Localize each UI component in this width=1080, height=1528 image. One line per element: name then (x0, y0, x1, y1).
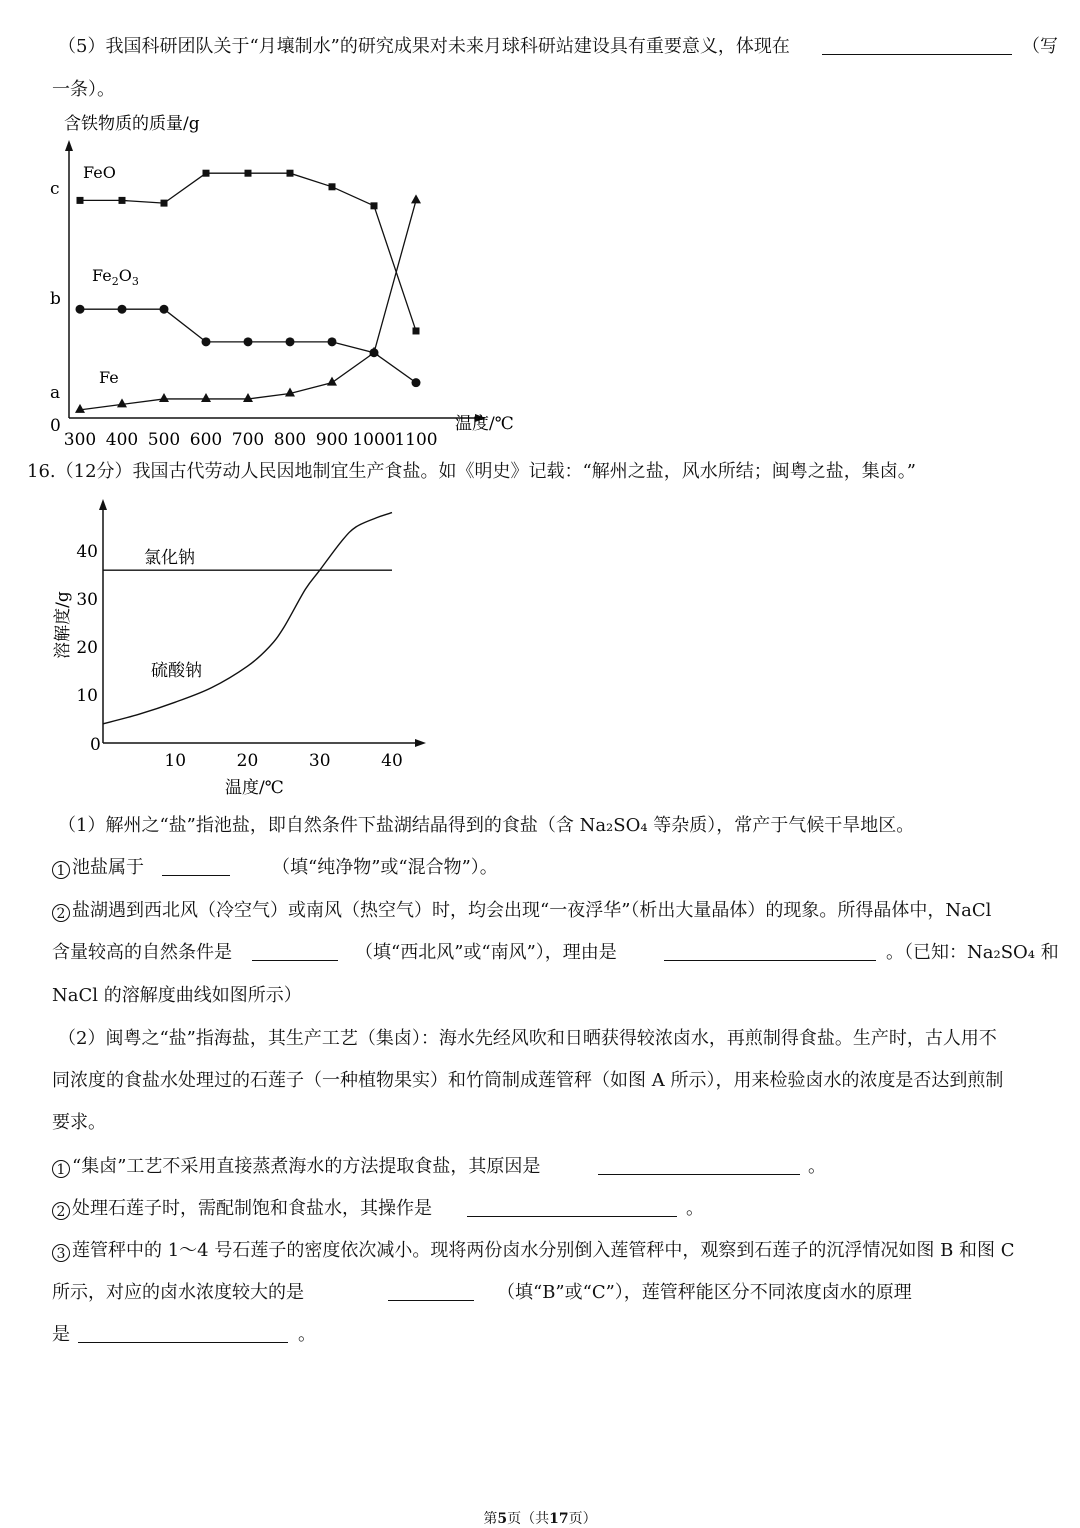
q15-5-text (58, 36, 790, 58)
chart1-point-circle (202, 337, 211, 346)
chart1-label-feo: FeO (83, 163, 116, 182)
chart2-label-na2so4: 硫酸钠 (151, 661, 202, 681)
chart1-xtick: 1100 (394, 430, 438, 450)
p2-q1 (52, 1156, 540, 1178)
chart2-ytick: 40 (76, 542, 98, 562)
chart1-point-circle (412, 378, 421, 387)
circled-number: 1 (52, 1160, 70, 1178)
chart1-ytick-b: b (50, 289, 61, 309)
p2-q1-blank[interactable] (598, 1158, 800, 1175)
chart1-xtick: 600 (189, 430, 223, 450)
chart1-point-square (119, 197, 126, 204)
p1-q2-blank-a[interactable] (252, 944, 338, 961)
chart1-series-line (80, 200, 416, 409)
chart1-xtick: 700 (231, 430, 265, 450)
chart1-point-circle (286, 337, 295, 346)
chart1-point-square (287, 170, 294, 177)
chart2-ylabel: 溶解度/g (53, 591, 73, 659)
chart1-point-triangle (243, 393, 253, 402)
chart1-point-circle (244, 337, 253, 346)
chart1-label-fe2o3: $Fe_2O_3$ (92, 266, 139, 288)
chart1-y-arrow (65, 140, 73, 151)
p2-q1-end: 。 (808, 1156, 826, 1177)
p2-q3-text: 莲管秤中的 1～4 号石莲子的密度依次减小。现将两份卤水分别倒入莲管秤中，观察到石莲子的沉浮情况如图 B 和图 C (72, 1240, 1015, 1261)
chart2-origin: 0 (90, 735, 101, 755)
chart1-point-triangle (411, 194, 421, 203)
chart1-origin: 0 (50, 416, 61, 436)
p2-q3-line3: 是 (52, 1324, 70, 1345)
p1-q2-line3: NaCl 的溶解度曲线如图所示） (52, 985, 302, 1006)
chart1-point-triangle (117, 398, 127, 407)
p2-q3-line2a: 所示，对应的卤水浓度较大的是 (52, 1282, 304, 1303)
p1-q1-tail: （填“纯净物”或“混合物”）。 (272, 857, 498, 878)
solubility-chart (40, 490, 440, 802)
circled-number: 2 (52, 904, 70, 922)
chart1-xtick: 1000 (352, 430, 396, 450)
chart1-xtick: 800 (273, 430, 307, 450)
p1-intro: （1）解州之“盐”指池盐，即自然条件下盐湖结晶得到的食盐（含 Na₂SO₄ 等杂质），常产于气候干旱地区。 (58, 815, 915, 836)
p2-q2 (52, 1198, 432, 1220)
chart1-series-line (80, 173, 416, 331)
chart1-point-circle (328, 337, 337, 346)
p1-q2-line2c: 。（已知：Na₂SO₄ 和 (886, 942, 1059, 963)
p2-q3 (52, 1240, 1015, 1262)
chart1-point-square (77, 197, 84, 204)
chart1-ytick-a: a (50, 383, 61, 403)
chart1-point-square (329, 183, 336, 190)
p1-q2-text: 盐湖遇到西北风（冷空气）或南风（热空气）时，均会出现“一夜浮华”（析出大量晶体）的现象。所得晶体中，NaCl (72, 900, 992, 921)
footer-pre: 第 (483, 1511, 498, 1527)
chart1-point-triangle (327, 377, 337, 386)
chart1-point-circle (160, 305, 169, 314)
chart1-point-circle (118, 305, 127, 314)
iron-mass-chart (40, 108, 540, 453)
chart1-point-square (161, 200, 168, 207)
chart2-ytick: 10 (76, 686, 98, 706)
p1-q1 (52, 857, 144, 879)
p2-line3: 要求。 (52, 1112, 106, 1133)
chart1-point-triangle (159, 393, 169, 402)
chart1-point-triangle (75, 404, 85, 413)
page-footer (0, 1508, 1080, 1528)
chart1-point-square (413, 327, 420, 334)
p1-q1-blank[interactable] (162, 859, 230, 876)
p1-q2 (52, 900, 991, 922)
chart2-xtick: 30 (308, 751, 331, 771)
p2-q2-text: 处理石莲子时，需配制饱和食盐水，其操作是 (72, 1198, 432, 1219)
chart2-y-arrow (99, 499, 107, 510)
p2-q2-end: 。 (686, 1198, 704, 1219)
circled-number: 1 (52, 861, 70, 879)
chart2-xtick: 40 (381, 751, 403, 771)
p2-line1: （2）闽粤之“盐”指海盐，其生产工艺（集卤）：海水先经风吹和日晒获得较浓卤水，再煎制得食盐。生产时，古人用不 (58, 1028, 997, 1049)
chart1-label-fe: Fe (99, 368, 119, 387)
chart2-label-nacl: 氯化钠 (144, 548, 195, 568)
p1-q2-blank-b[interactable] (664, 944, 876, 961)
chart2-na2so4-curve (103, 513, 392, 724)
p2-q3-blank-a[interactable] (388, 1284, 474, 1301)
circled-number: 2 (52, 1202, 70, 1220)
chart1-ytick-c: c (50, 179, 60, 199)
q16-heading: 16.（12分）我国古代劳动人民因地制宜生产食盐。如《明史》记载：“解州之盐，风水所结；闽粤之盐，集卤。” (27, 461, 916, 482)
chart1-xtick: 400 (105, 430, 139, 450)
footer-total: 17 (549, 1511, 569, 1527)
p2-line2: 同浓度的食盐水处理过的石莲子（一种植物果实）和竹筒制成莲管秤（如图 A 所示），用来检验卤水的浓度是否达到煎制 (52, 1070, 1004, 1091)
q15-5-paren: （写 (1022, 36, 1058, 57)
footer-post: 页） (568, 1511, 597, 1527)
chart1-point-circle (76, 305, 85, 314)
footer-mid: 页（共 (507, 1511, 550, 1527)
p1-q2-line2b: （填“西北风”或“南风”），理由是 (355, 942, 617, 963)
p2-q1-text: “集卤”工艺不采用直接蒸煮海水的方法提取食盐，其原因是 (72, 1156, 541, 1177)
q15-5-prompt: （5）我国科研团队关于“月壤制水”的研究成果对未来月球科研站建设具有重要意义，体现在 (58, 36, 790, 57)
chart1-point-square (245, 170, 252, 177)
chart1-xtick: 500 (147, 430, 181, 450)
p2-q3-blank-b[interactable] (78, 1326, 288, 1343)
chart2-ytick: 30 (76, 590, 98, 610)
chart2-ytick: 20 (76, 638, 98, 658)
chart1-point-triangle (201, 393, 211, 402)
circled-number: 3 (52, 1244, 70, 1262)
chart1-xlabel: 温度/℃ (455, 414, 514, 434)
chart2-x-arrow (415, 739, 426, 747)
p2-q3-line2b: （填“B”或“C”），莲管秤能区分不同浓度卤水的原理 (497, 1282, 912, 1303)
chart1-xtick: 900 (315, 430, 349, 450)
q15-5-answer-blank[interactable] (822, 38, 1012, 55)
p2-q2-blank[interactable] (467, 1200, 677, 1217)
p2-q3-end: 。 (298, 1324, 316, 1345)
chart1-point-square (371, 202, 378, 209)
chart1-point-square (203, 170, 210, 177)
q15-5-tail: 一条）。 (52, 79, 115, 100)
chart2-xtick: 10 (164, 751, 187, 771)
p1-q2-line2a: 含量较高的自然条件是 (52, 942, 232, 963)
p1-q1-text: 池盐属于 (72, 857, 144, 878)
chart2-xlabel: 温度/℃ (225, 778, 284, 798)
chart1-xtick: 300 (63, 430, 97, 450)
chart1-ylabel: 含铁物质的质量/g (64, 114, 200, 134)
chart2-xtick: 20 (236, 751, 259, 771)
footer-page: 5 (497, 1511, 508, 1527)
